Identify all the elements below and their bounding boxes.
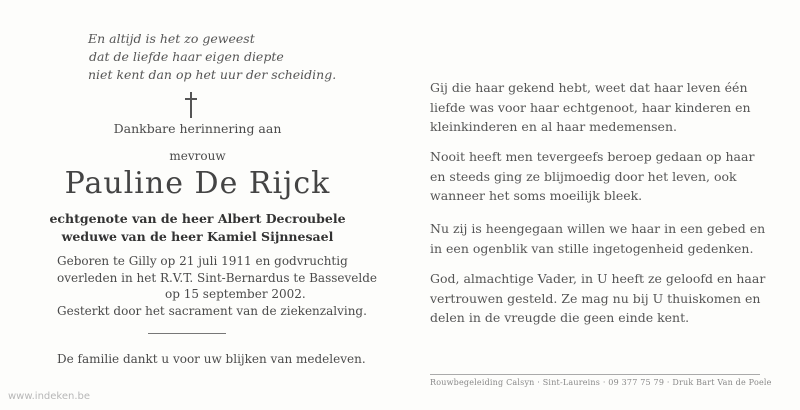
- poem-line: niet kent dan op het uur der scheiding.: [88, 67, 337, 82]
- divider: [148, 333, 226, 334]
- paragraph-line: en steeds ging ze blijmoedig door het leven, ook: [430, 168, 737, 184]
- spouse-info: [0, 210, 395, 246]
- paragraph-line: Nu zij is heengegaan willen we haar in een gebed en: [430, 221, 766, 236]
- paragraph-line: God, almachtige Vader, in U heeft ze geloofd en haar: [430, 271, 766, 286]
- born-line: Geboren te Gilly op 21 juli 1911 en godvruchtig: [57, 254, 348, 268]
- thanks-text: De familie dankt u voor uw blijken van medeleven.: [57, 352, 366, 366]
- poem-line: dat de liefde haar eigen diepte: [89, 49, 284, 64]
- spouse-line: weduwe van de heer Kamiel Sijnnesael: [61, 229, 334, 244]
- paragraph: [430, 269, 765, 328]
- born-line: overleden in het R.V.T. Sint-Bernardus te Bassevelde: [57, 270, 378, 285]
- right-panel: [400, 0, 800, 410]
- paragraph-line: Nooit heeft men tevergeefs beroep gedaan op haar: [430, 149, 755, 164]
- printer-footer: Rouwbegeleiding Calsyn · Sint-Laureins · 09 377 75 79 · Druk Bart Van de Poele: [430, 378, 772, 387]
- paragraph-line: kleinkinderen en al haar medemensen.: [430, 119, 677, 134]
- left-panel: [0, 0, 395, 410]
- paragraph: [430, 219, 765, 258]
- paragraph-line: liefde was voor haar echtgenoot, haar kinderen en: [430, 99, 751, 115]
- born-line: op 15 september 2002.: [165, 287, 306, 301]
- poem: [88, 30, 336, 84]
- title-prefix: mevrouw: [169, 149, 226, 163]
- paragraph-line: delen in de vreugde die geen einde kent.: [430, 310, 690, 325]
- spouse-line: echtgenote van de heer Albert Decroubele: [49, 211, 346, 226]
- remembrance-text: Dankbare herinnering aan: [113, 121, 282, 136]
- paragraph-line: in een ogenblik van stille ingetogenheid gedenken.: [430, 240, 754, 256]
- paragraph-line: vertrouwen gesteld. Ze mag nu bij U thuiskomen en: [430, 290, 761, 306]
- paragraph: [430, 147, 754, 206]
- poem-line: En altijd is het zo geweest: [88, 31, 255, 46]
- deceased-name: Pauline De Rijck: [64, 166, 331, 201]
- cross-icon: [184, 92, 198, 118]
- footer-divider: [430, 374, 760, 375]
- paragraph: [430, 78, 751, 137]
- born-line: Gesterkt door het sacrament van de ziekenzalving.: [57, 303, 367, 318]
- paragraph-line: Gij die haar gekend hebt, weet dat haar leven één: [430, 80, 748, 95]
- watermark: www.indeken.be: [8, 391, 91, 402]
- paragraph-line: wanneer het soms moeilijk bleek.: [430, 188, 643, 203]
- birth-death-info: [57, 253, 377, 319]
